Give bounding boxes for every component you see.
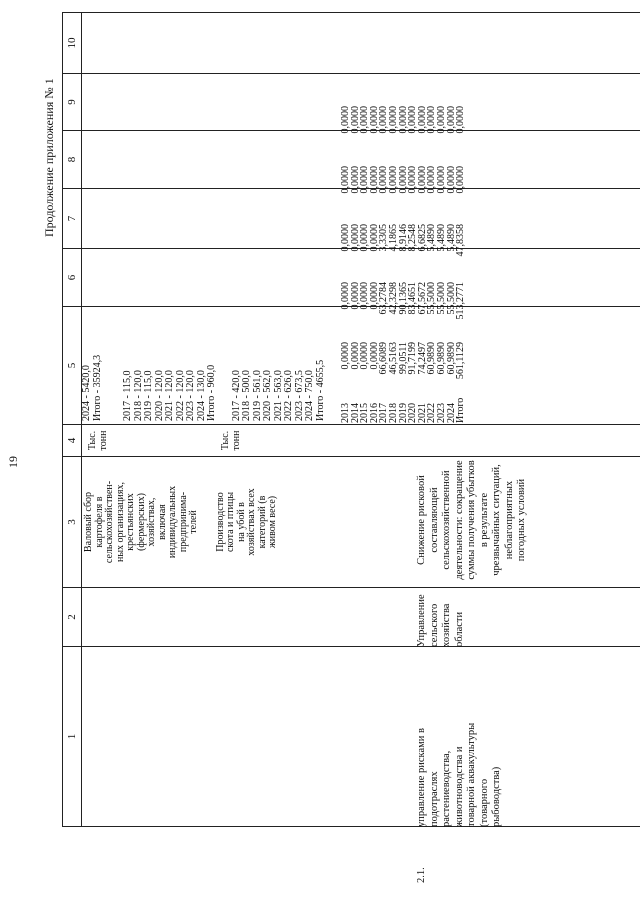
top-row-values: 2024 - 5420,0 Итого - 35924,3	[81, 354, 103, 421]
column-header: 6	[63, 249, 82, 307]
column-header: 4	[63, 425, 82, 457]
col10-values: 0,0000 0,0000 0,0000 0,0000 0,0000 0,0000 0,0000 0,0000 0,0000 0,0000 0,0000 0,0000 0,0000	[340, 106, 467, 134]
col7-values: 0,0000 0,0000 0,0000 0,0000 63,2784 42,3298 90,1365 83,4651 67,5672 55,5000 55,5000 55,5000 513,2771	[340, 282, 467, 320]
section-number: 2.1.	[416, 867, 427, 883]
column-header: 5	[63, 307, 82, 425]
responsible-party: Управление сельского хозяйства области	[416, 594, 465, 647]
col8-values: 0,0000 0,0000 0,0000 0,0000 3,3305 4,1865 8,9146 8,2548 6,6825 5,4890 5,4890 5,4890 47,8358	[340, 224, 467, 257]
column-header: 1	[63, 647, 82, 827]
livestock-indicator: Производство скота и птицы на убой в хозяйствах всех категорий (в живом весе)	[214, 488, 278, 556]
column-header: 10	[63, 13, 82, 74]
column-header: 9	[63, 74, 82, 131]
section-title: управление рисками в подотраслях растениеводства, животноводства и товарной аквакультуры (товарного рыбоводства)	[416, 722, 502, 827]
years-column: 2013 2014 2015 2016 2017 2018 2019 2020 2021 2022 2023 2024 Итого	[340, 397, 467, 423]
column-header: 8	[63, 131, 82, 189]
potato-unit: Тыс. тонн	[87, 430, 109, 451]
col6-values: 0,0000 0,0000 0,0000 0,0000 66,6089 46,5163 99,0511 91,7199 74,2497 60,9890 60,9890 60,9890 561,1129	[340, 342, 467, 380]
livestock-unit: Тыс. тонн	[220, 430, 242, 451]
col9-values: 0,0000 0,0000 0,0000 0,0000 0,0000 0,0000 0,0000 0,0000 0,0000 0,0000 0,0000 0,0000 0,0000	[340, 166, 467, 194]
column-header: 2	[63, 588, 82, 647]
livestock-values: 2017 - 420,0 2018 - 500,0 2019 - 561,0 2020 - 562,0 2021 - 563,0 2022 - 626,0 2023 - 673,5 2024 - 750,0 Итого - 4655,5	[230, 359, 326, 421]
potato-values: 2017 - 115,0 2018 - 120,0 2019 - 115,0 2020 - 120,0 2021 - 120,0 2022 - 120,0 2023 - 120,0 2024 - 130,0 Итого - 960,0	[122, 364, 217, 421]
continuation-label: Продолжение приложения № 1	[42, 78, 56, 237]
page-number: 19	[6, 456, 20, 468]
risk-indicator: Снижение рисковой составляющей сельскохозяйственной деятельности: сокращение суммы получения убытков в результате чрезвычайных ситуаций, неблагоприятных погодных условий	[416, 460, 527, 580]
column-header: 7	[63, 189, 82, 249]
potato-indicator: Валовый сбор картофеля в сельскохозяйствен- ных организациях, крестьянских (фермерских) хозяйствах, включая индивидуальных предпринима- телей	[83, 480, 199, 564]
column-header-row	[63, 13, 82, 827]
column-header: 3	[63, 457, 82, 588]
